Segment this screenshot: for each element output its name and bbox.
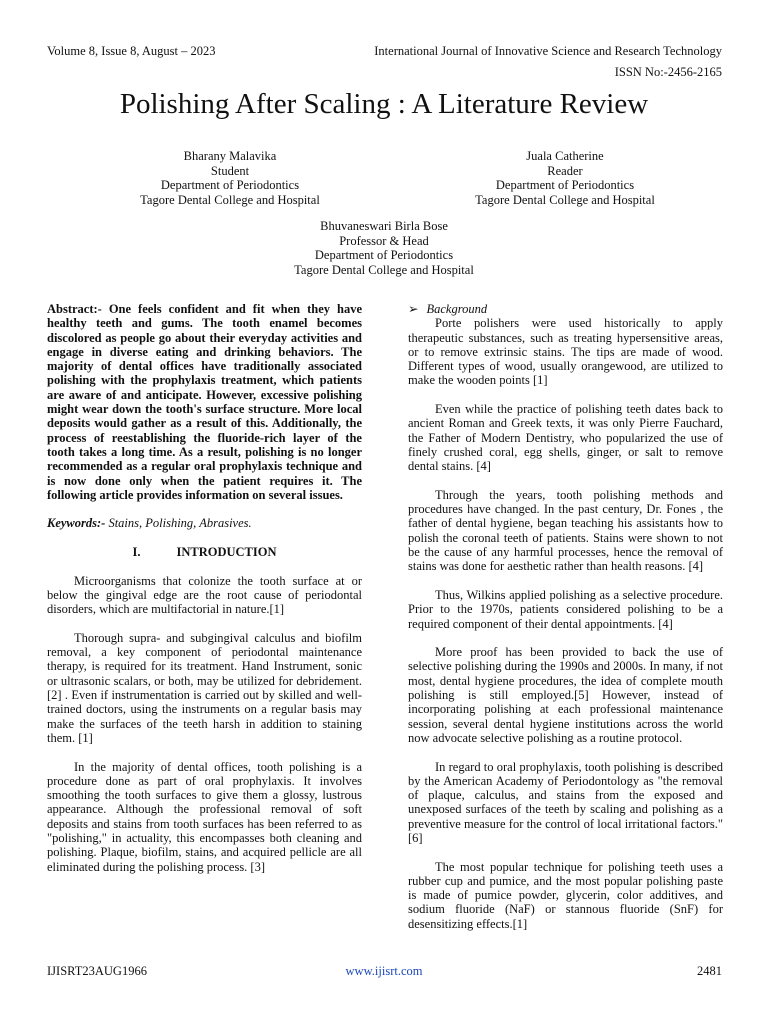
paragraph: Through the years, tooth polishing methods and procedures have changed. In the past century, Dr. Fones , the father of dental hygiene, began teaching his assistants how to polish the coronal teeth of patients. Stains were shown to not be the cause of any harmful processes, hence the removal of stains was done for aesthetic rather than health reasons. [4]	[408, 487, 723, 574]
author-inst: Tagore Dental College and Hospital	[294, 262, 474, 277]
author-name: Bharany Malavika	[183, 149, 277, 163]
author-block	[415, 149, 715, 207]
section-number: I.	[132, 545, 141, 560]
right-column	[408, 302, 723, 945]
paragraph: In the majority of dental offices, tooth polishing is a procedure done as part of oral prophylaxis. It involves smoothing the tooth surfaces to give them a glossy, lustrous appearance. Although the professional removal of soft deposits and stains from tooth surfaces has been referred to as "polishing," in actuality, this encompasses both cleaning and polishing. Plaque, biofilm, stains, and acquired pellicle are all eliminated during the polishing process. [3]	[47, 759, 362, 874]
author-dept: Department of Periodontics	[495, 178, 635, 193]
author-block	[80, 149, 380, 207]
author-role: Student	[210, 163, 250, 178]
author-dept: Department of Periodontics	[160, 178, 300, 193]
issn: ISSN No:-2456-2165	[614, 65, 722, 79]
journal-name: International Journal of Innovative Science and Research Technology	[374, 44, 722, 58]
paragraph: Even while the practice of polishing teeth dates back to ancient Roman and Greek texts, it was only Pierre Fauchard, the Father of Modern Dentistry, who popularized the use of finely crushed coral, egg shells, ginger, or salt to remove dental stains. [4]	[408, 402, 723, 474]
author-name: Bhuvaneswari Birla Bose	[320, 219, 448, 233]
paragraph: Microorganisms that colonize the tooth surface at or below the gingival edge are the root cause of periodontal disorders, which are multifactorial in nature.[1]	[47, 573, 362, 617]
abstract: Abstract:- One feels confident and fit when they have healthy teeth and gums. The tooth enamel becomes discolored as people go about their everyday activities and engage in diverse eating and drinking behaviors. The majority of dental offices have traditionally associated polishing with the prophylaxis treatment, which patients are aware of and anticipate. However, excessive polishing might wear down the tooth's surface structure. More local deposits would gather as a result of this. Additionally, the process of reestablishing the fluoride-rich layer of the tooth takes a long time. As a result, polishing is no longer recommended as a regular oral prophylaxis technique and is now done only when the patient requires it. The following article provides information on several issues.	[47, 302, 362, 502]
arrow-bullet-icon: ➢	[408, 302, 419, 316]
author-block	[184, 219, 584, 277]
paragraph: In regard to oral prophylaxis, tooth polishing is described by the American Academy of Periodontology as "the removal of plaque, calculus, and stains from the exposed and unexposed surfaces of the teeth by scaling and polishing as a preventive measure for the control of local irritational factors."[6]	[408, 759, 723, 845]
paragraph: Thorough supra- and subgingival calculus and biofilm removal, a key component of periodontal maintenance therapy, is required for its treatment. Hand Instrument, sonic or ultrasonic scalars, or both, may be utilized for debridement. [2] . Even if instrumentation is carried out by skilled and well-trained doctors, using the instruments on a regular basis may make the surfaces of the teeth harsh in addition to staining them. [1]	[47, 630, 362, 745]
article-id: IJISRT23AUG1966	[47, 964, 147, 978]
paper-title: Polishing After Scaling : A Literature Review	[119, 88, 649, 120]
keywords-text: Stains, Polishing, Abrasives.	[108, 516, 252, 531]
paragraph: Porte polishers were used historically to apply therapeutic substances, such as treating hypersensitive areas, or to remove extrinsic stains. The tips are made of wood. Different types of wood, usually orangewood, are utilized to make the wooden points [1]	[408, 316, 723, 388]
paragraph: More proof has been provided to back the use of selective polishing during the 1990s and 2000s. In many, if not most, dental hygiene procedures, the idea of complete mouth polishing is still employed.[5] However, instead of incorporating polishing at each professional maintenance session, several dental hygiene institutions across the world now advocate selective polishing as a routine protocol.	[408, 645, 723, 745]
author-role: Reader	[547, 163, 583, 178]
paragraph: Thus, Wilkins applied polishing as a selective procedure. Prior to the 1970s, patients considered polishing to be a required component of their dental appointments. [4]	[408, 587, 723, 631]
author-dept: Department of Periodontics	[314, 248, 454, 263]
volume-info: Volume 8, Issue 8, August – 2023	[47, 44, 216, 58]
subsection-heading	[408, 302, 723, 316]
left-column	[47, 302, 362, 888]
author-role: Professor & Head	[339, 233, 429, 248]
section-title: INTRODUCTION	[176, 545, 277, 560]
journal-url-link[interactable]: www.ijisrt.com	[345, 964, 423, 978]
section-heading	[47, 545, 362, 559]
keywords-label: Keywords:-	[47, 516, 106, 531]
subsection-title: Background	[426, 302, 488, 316]
author-name: Juala Catherine	[526, 149, 604, 163]
keywords	[47, 516, 362, 530]
author-inst: Tagore Dental College and Hospital	[475, 192, 655, 207]
paragraph: The most popular technique for polishing teeth uses a rubber cup and pumice, and the most popular polishing paste is made of pumice powder, glycerin, color additives, and sodium fluoride (NaF) or stannous fluoride (SnF) for desensitizing effects.[1]	[408, 859, 723, 931]
page-number: 2481	[697, 964, 722, 978]
author-inst: Tagore Dental College and Hospital	[140, 192, 320, 207]
